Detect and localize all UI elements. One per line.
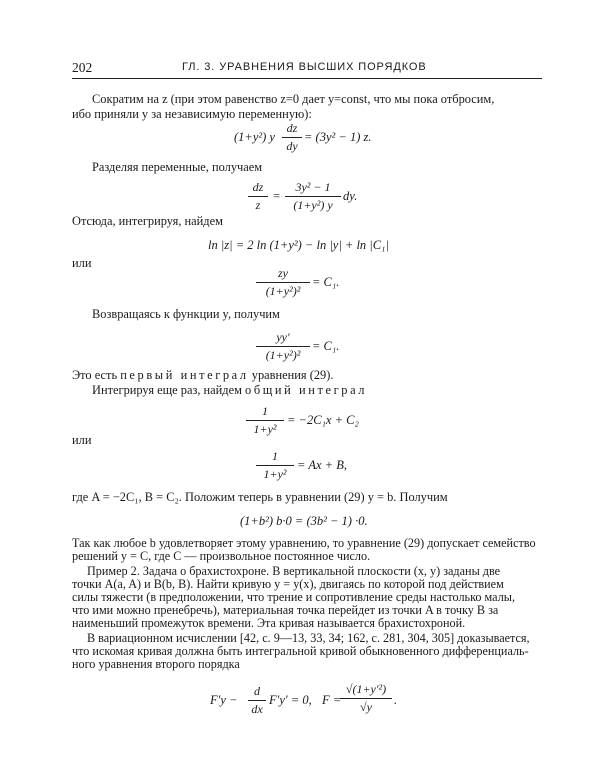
- fraction-bar: [340, 698, 392, 699]
- text-span: Это есть: [72, 368, 121, 382]
- fraction-bar: [285, 196, 341, 197]
- equation-2-left-fraction: [248, 180, 268, 213]
- text-line: что искомая кривая должна быть интегральной кривой обыкновенного дифференциаль-: [72, 644, 529, 658]
- fraction-bar: [256, 346, 310, 347]
- equation-3: ln |z| = 2 ln (1+y²) − ln |y| + ln |C₁|: [208, 238, 389, 252]
- equation-1-left: (1+y²) y: [234, 130, 275, 144]
- text-line: В вариационном исчислении [42, с. 9—13, 33, 34; 162, с. 281, 304, 305] доказывается,: [87, 631, 530, 645]
- numerator: d: [254, 684, 260, 698]
- chapter-title: ГЛ. 3. УРАВНЕНИЯ ВЫСШИХ ПОРЯДКОВ: [182, 61, 427, 73]
- text-line: силы тяжести (в предположении, что трение и сопротивление среды настолько малы,: [72, 590, 516, 604]
- text-line: где A = −2C₁, B = C₂. Положим теперь в уравнении (29) y = b. Получим: [72, 490, 448, 504]
- text-line: Так как любое b удовлетворяет этому уравнению, то уравнение (29) допускает семейство: [72, 536, 536, 550]
- equation-5-right: = C₁.: [312, 339, 340, 353]
- denominator: 1+y²: [253, 422, 277, 436]
- numerator: 1: [262, 404, 268, 418]
- equation-9-part-c: F =: [322, 693, 342, 707]
- equation-7-right: = Ax + B,: [297, 458, 347, 472]
- example-heading-line: Пример 2. Задача о брахистохроне. В вертикальной плоскости (x, y) заданы две: [87, 564, 501, 578]
- denominator: (1+y²) y: [293, 198, 333, 212]
- denominator: dx: [251, 702, 263, 716]
- denominator: (1+y²)²: [265, 284, 301, 298]
- term-first-integral: первый интеграл: [120, 368, 249, 382]
- numerator: dz: [286, 121, 298, 135]
- text-line: Сократим на z (при этом равенство z=0 дает y=const, что мы пока отбросим,: [92, 92, 495, 106]
- equation-6-right: = −2C₁x + C₂: [287, 413, 359, 427]
- numerator: zy: [278, 266, 288, 280]
- equation-2-tail: dy.: [343, 189, 358, 203]
- text-line: Разделяя переменные, получаем: [92, 160, 263, 174]
- numerator: 3y² − 1: [295, 180, 331, 194]
- fraction-bar: [248, 196, 268, 197]
- numerator: √(1+y′²): [345, 682, 387, 696]
- equation-8: (1+b²) b·0 = (3b² − 1) ·0.: [240, 514, 368, 528]
- equation-4-fraction: [256, 266, 310, 299]
- text-line: ибо приняли y за независимую переменную):: [72, 107, 312, 121]
- equation-6-fraction: [246, 404, 284, 437]
- text-line: Отсюда, интегрируя, найдем: [72, 214, 223, 228]
- equation-1-fraction: [282, 121, 302, 154]
- equation-4-right: = C₁.: [312, 275, 340, 289]
- fraction-bar: [256, 465, 294, 466]
- fraction-bar: [248, 700, 266, 701]
- text-line: наименьший промежуток времени. Эта кривая называется брахистохроной.: [72, 616, 466, 630]
- denominator: dy: [286, 139, 298, 153]
- text-line: точки A(a, A) и B(b, B). Найти кривую y = y(x), двигаясь по которой под действием: [72, 577, 504, 591]
- numerator: 1: [272, 449, 278, 463]
- text-line: [92, 383, 367, 398]
- denominator: 1+y²: [263, 467, 287, 481]
- page-number: 202: [72, 60, 93, 75]
- numerator: dz: [252, 180, 264, 194]
- text-span: Интегрируя еще раз, найдем: [92, 383, 246, 397]
- text-line: или: [72, 433, 92, 447]
- equation-5-fraction: [256, 330, 310, 363]
- denominator: (1+y²)²: [265, 348, 301, 362]
- denominator: z: [255, 198, 261, 212]
- text-line: Возвращаясь к функции y, получим: [92, 307, 280, 321]
- text-line: ного уравнения второго порядка: [72, 657, 240, 671]
- equation-1-right: = (3y² − 1) z.: [304, 130, 372, 144]
- text-span: уравнения (29).: [248, 368, 334, 382]
- fraction-bar: [282, 137, 302, 138]
- equals-sign: =: [273, 189, 281, 203]
- equation-9-F-fraction: [340, 682, 392, 715]
- text-line: [72, 368, 333, 383]
- fraction-bar: [256, 282, 310, 283]
- text-line: что ими можно пренебречь), материальная точка перейдет из точки A в точку B за: [72, 603, 499, 617]
- denominator: √y: [360, 700, 372, 714]
- numerator: yy′: [276, 330, 290, 344]
- equation-9-part-a: F′y −: [210, 693, 238, 707]
- equation-9-d-fraction: [248, 684, 266, 717]
- text-line: решений y = C, где C — произвольное постоянное число.: [72, 549, 371, 563]
- equation-2-right-fraction: [285, 180, 341, 213]
- text-line: или: [72, 256, 92, 270]
- fraction-bar: [246, 420, 284, 421]
- term-general-integral: общий интеграл: [245, 383, 368, 397]
- running-header: [72, 58, 542, 79]
- equation-7-fraction: [256, 449, 294, 482]
- equation-9-period: .: [394, 693, 398, 707]
- equation-9-part-b: F′y′ = 0,: [269, 693, 312, 707]
